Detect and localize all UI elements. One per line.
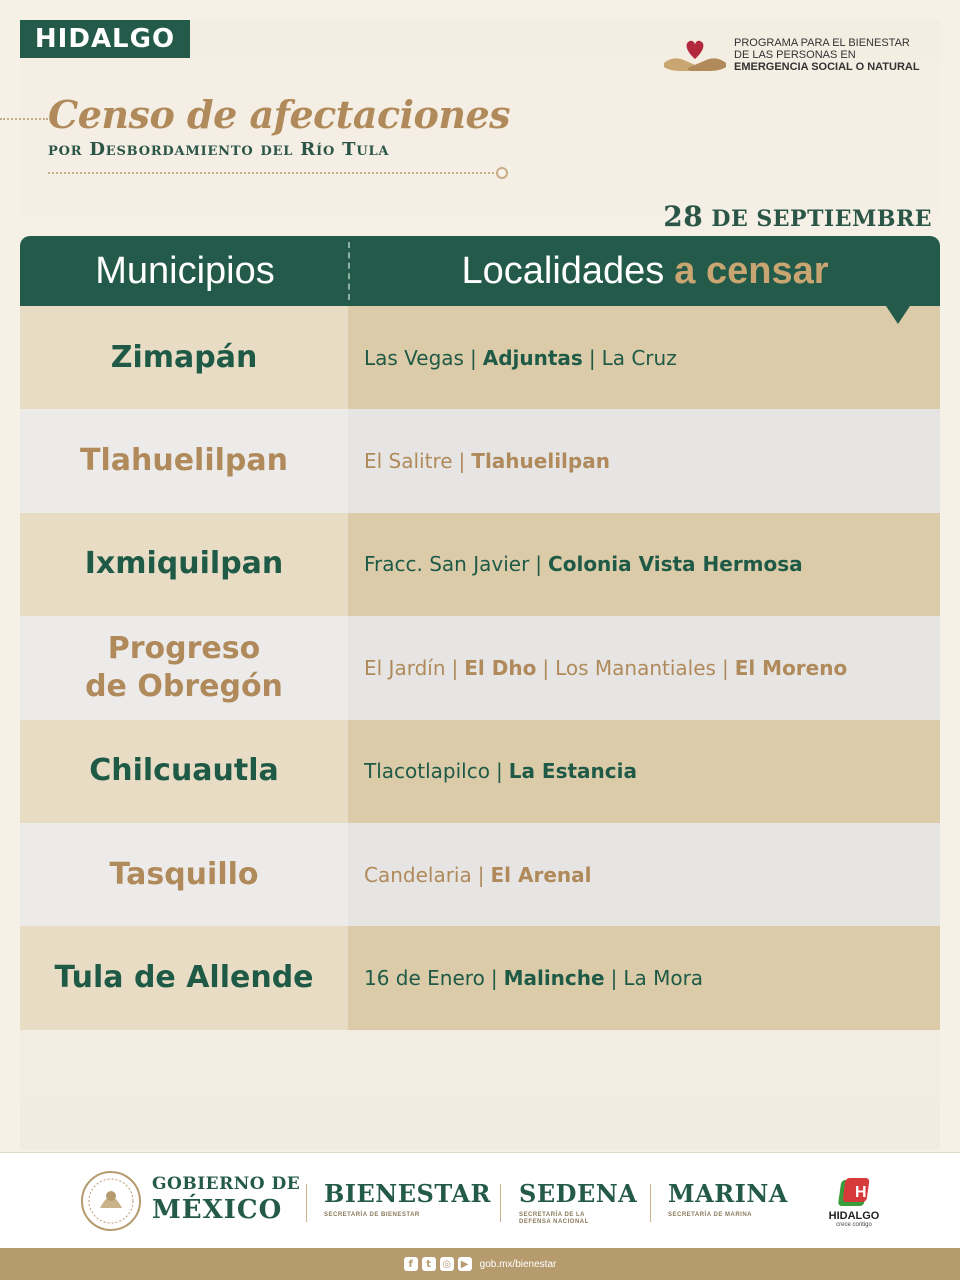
localidades-cell — [348, 616, 940, 719]
page-title: Censo de afectaciones — [48, 92, 511, 137]
table-row — [20, 823, 940, 926]
separator: | — [490, 966, 498, 991]
municipio-name: Tlahuelilpan — [20, 409, 348, 512]
localidad-name: Candelaria — [364, 862, 472, 887]
gob-line-2: MÉXICO — [152, 1195, 283, 1225]
instagram-icon[interactable]: ◎ — [440, 1257, 454, 1271]
program-line-1: PROGRAMA PARA EL BIENESTAR — [734, 37, 910, 49]
table-row — [20, 926, 940, 1029]
national-seal-icon — [80, 1170, 142, 1232]
marina-name: MARINA — [668, 1179, 788, 1208]
separator: | — [458, 449, 466, 474]
marina-subtitle: SECRETARÍA DE MARINA — [668, 1212, 753, 1218]
table-row — [20, 720, 940, 823]
localidad-name: El Moreno — [734, 655, 848, 680]
municipio-name: Zimapán — [20, 306, 348, 409]
header-localidades: Localidades — [461, 249, 665, 292]
localidad-name: Malinche — [503, 966, 605, 991]
table-row — [20, 513, 940, 616]
header-municipios: Municipios — [95, 249, 275, 292]
municipio-name: Progreso de Obregón — [20, 616, 348, 719]
localidad-name: Los Manantiales — [555, 655, 716, 680]
hidalgo-logo — [824, 1176, 884, 1228]
decorative-dot — [496, 167, 508, 179]
sedena-logo — [519, 1179, 638, 1226]
date-day: 28 — [663, 200, 704, 233]
bottom-bar — [0, 1248, 960, 1280]
localidades-cell — [348, 409, 940, 512]
localidad-name: El Arenal — [490, 862, 592, 887]
localidad-name: Las Vegas — [364, 345, 464, 370]
localidad-name: Tlahuelilpan — [471, 449, 610, 474]
separator: | — [469, 345, 477, 370]
page-subtitle: por Desbordamiento del Río Tula — [48, 139, 390, 160]
table-row — [20, 616, 940, 719]
separator: | — [535, 552, 543, 577]
localidad-name: La Mora — [623, 966, 704, 991]
footer-divider — [306, 1184, 307, 1222]
gobierno-de-mexico-logo — [152, 1176, 300, 1223]
separator: | — [495, 759, 503, 784]
date-month: DE SEPTIEMBRE — [711, 206, 932, 232]
marina-logo — [668, 1179, 788, 1219]
separator: | — [610, 966, 618, 991]
decorative-dotted-line — [0, 118, 48, 120]
program-logo — [660, 30, 940, 80]
hidalgo-tagline: crece contigo — [836, 1222, 872, 1228]
state-tag: HIDALGO — [20, 20, 190, 58]
header-pointer — [886, 306, 910, 324]
footer-divider — [500, 1184, 501, 1222]
localidad-name: Tlacotlapilco — [364, 759, 490, 784]
bienestar-name: BIENESTAR — [324, 1179, 491, 1208]
date-label — [663, 200, 932, 233]
program-line-2: DE LAS PERSONAS EN — [734, 49, 856, 61]
localidad-name: Adjuntas — [482, 345, 583, 370]
hidalgo-logo-label: HIDALGO — [828, 1210, 880, 1222]
table-row — [20, 306, 940, 409]
localidades-cell — [348, 513, 940, 616]
gob-line-1: GOBIERNO DE — [152, 1174, 301, 1194]
sedena-name: SEDENA — [519, 1179, 638, 1208]
header-localidades-wrap — [350, 236, 940, 306]
localidad-name: El Jardín — [364, 655, 446, 680]
localidades-cell — [348, 720, 940, 823]
twitter-icon[interactable]: t — [422, 1257, 436, 1271]
svg-text:H: H — [855, 1184, 867, 1201]
hidalgo-mark-icon — [824, 1176, 884, 1210]
separator: | — [477, 862, 485, 887]
bienestar-subtitle: SECRETARÍA DE BIENESTAR — [324, 1212, 420, 1218]
facebook-icon[interactable]: f — [404, 1257, 418, 1271]
separator: | — [451, 655, 459, 680]
sedena-subtitle: SECRETARÍA DE LA DEFENSA NACIONAL — [519, 1212, 589, 1225]
heart-hands-icon — [660, 33, 730, 77]
municipio-name: Chilcuautla — [20, 720, 348, 823]
separator: | — [588, 345, 596, 370]
localidad-name: Colonia Vista Hermosa — [548, 552, 803, 577]
localidad-name: Fracc. San Javier — [364, 552, 530, 577]
localidades-cell — [348, 926, 940, 1029]
table-row — [20, 409, 940, 512]
social-icons — [404, 1257, 472, 1271]
youtube-icon[interactable]: ▶ — [458, 1257, 472, 1271]
separator: | — [542, 655, 550, 680]
bienestar-logo — [324, 1179, 491, 1219]
decorative-dotted-line — [48, 172, 498, 174]
website-link[interactable]: gob.mx/bienestar — [479, 1258, 557, 1270]
table-header — [20, 236, 940, 306]
localidad-name: La Estancia — [508, 759, 637, 784]
municipio-name: Tula de Allende — [20, 926, 348, 1029]
header-accent: a censar — [674, 249, 829, 292]
localidades-cell — [348, 823, 940, 926]
localidad-name: 16 de Enero — [364, 966, 485, 991]
municipio-name: Ixmiquilpan — [20, 513, 348, 616]
footer-divider — [650, 1184, 651, 1222]
municipios-table — [20, 306, 940, 1030]
municipio-name: Tasquillo — [20, 823, 348, 926]
localidad-name: La Cruz — [601, 345, 677, 370]
separator: | — [721, 655, 729, 680]
localidad-name: El Salitre — [364, 449, 453, 474]
localidades-cell — [348, 306, 940, 409]
localidad-name: El Dho — [464, 655, 537, 680]
program-line-3: EMERGENCIA SOCIAL O NATURAL — [734, 61, 920, 73]
